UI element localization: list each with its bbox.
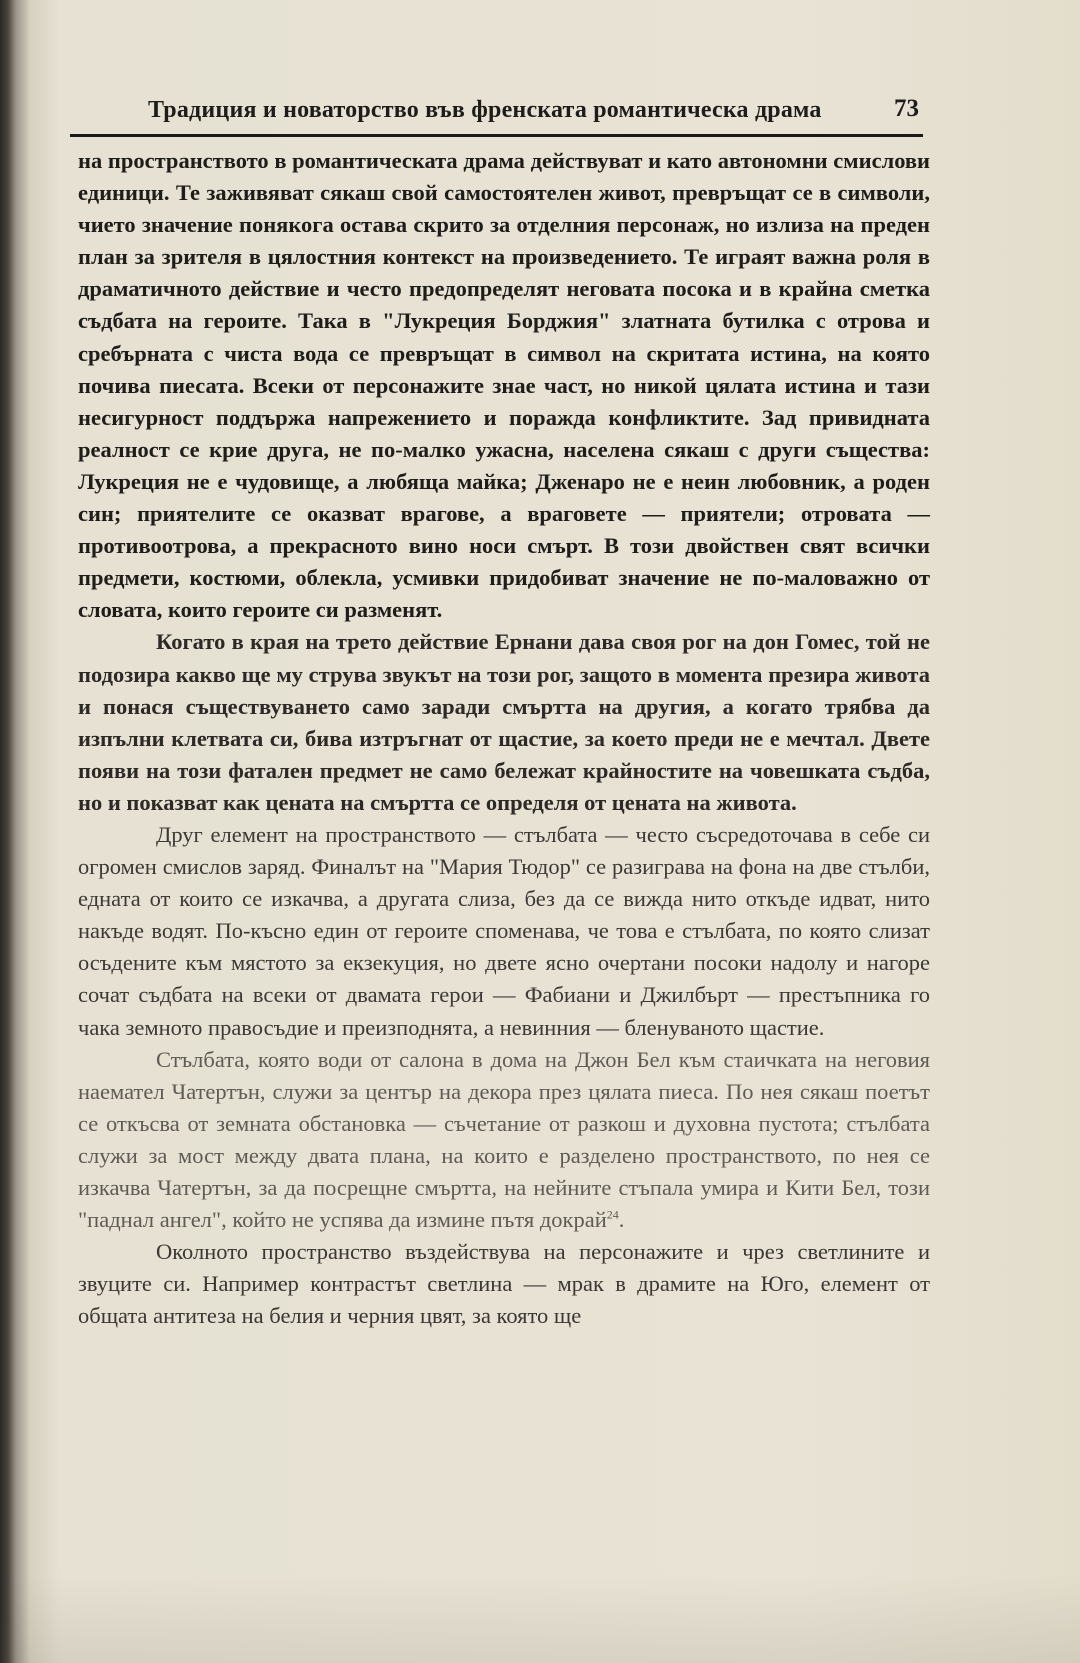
paragraph-2: Когато в края на трето действие Ернани дава своя рог на дон Гомес, той не подозира какво ще му струва звукът на този рог, защото в момента презира живота и понася съществуването само заради смъртта на другия, а когато трябва да изпълни клетвата си, бива изтръгнат от щастие, за което преди не е мечтал. Двете появи на този фатален предмет не само бележат крайностите на човешката съдба, но и показват как цената на смъртта се определя от цената на живота. [78,629,930,815]
body-text [78,145,930,1332]
paragraph-4-text: Стълбата, която води от салона в дома на Джон Бел към стаичката на неговия наемател Чатертън, служи за център на декора през цялата пиеса. По нея сякаш поетът се откъсва от земната обстановка — съчетание от разкош и духовна пустота; стълбата служи за мост между двата плана, на които е разделено пространството, по нея се изкачва Чатертън, за да посрещне смъртта, на нейните стъпала умира и Кити Бел, този "паднал ангел", който не успява да измине пътя докрай [78,1046,930,1233]
footnote-marker: 24 [606,1207,619,1222]
page-number: 73 [894,95,919,122]
paragraph-1: на пространството в романтическата драма действуват и като автономни смислови единици. Те заживяват сякаш свой самостоятелен живот, превръщат се в символи, чието значение понякога остава скрито за отделния персонаж, но излиза на преден план за зрителя в цялостния контекст на произведението. Те играят важна роля в драматичното действие и често предопределят неговата посока и в крайна сметка съдбата на героите. Така в "Лукреция Борджия" златната бутилка с отрова и сребърната с чиста вода се превръщат в символ на скритата истина, на която почива пиесата. Всеки от персонажите знае част, но никой цялата истина и тази несигурност поддържа напрежението и поражда конфликтите. Зад привидната реалност се крие друга, не по-малко ужасна, населена сякаш с други същества: Лукреция не е чудовище, а любяща майка; Дженаро не е неин любовник, а роден син; приятелите се оказват врагове, а враговете — приятели; отровата — противоотрова, а прекрасното вино носи смърт. В този двойствен свят всички предмети, костюми, облекла, усмивки придобиват значение не по-маловажно от словата, които героите си разменят. [78,148,930,623]
paragraph-5: Околното пространство въздействува на персонажите и чрез светлините и звуците си. Например контрастът светлина — мрак в драмите на Юго, елемент от общата антитеза на белия и черния цвят, за която ще [78,1239,930,1329]
paragraph-4 [78,1044,930,1237]
paragraph-3: Друг елемент на пространството — стълбата — често съсредоточава в себе си огромен смислов заряд. Финалът на "Мария Тюдор" се разиграва на фона на две стълби, едната от които се изкачва, а другата слиза, без да се вижда нито откъде идват, нито накъде водят. По-късно един от героите споменава, че това е стълбата, по която слизат осъдените към мястото за екзекуция, но двете ясно очертани посоки надолу и нагоре сочат съдбата на всеки от двамата герои — Фабиани и Джилбърт — престъпника го чака земното правосъдие и преизподнята, а невинния — бленуваното щастие. [78,821,930,1040]
page-shadow [0,1573,1080,1663]
paragraph-4-end: . [618,1207,625,1233]
running-title: Традиция и новаторство във френската романтическа драма [148,97,822,123]
running-header [70,92,923,137]
